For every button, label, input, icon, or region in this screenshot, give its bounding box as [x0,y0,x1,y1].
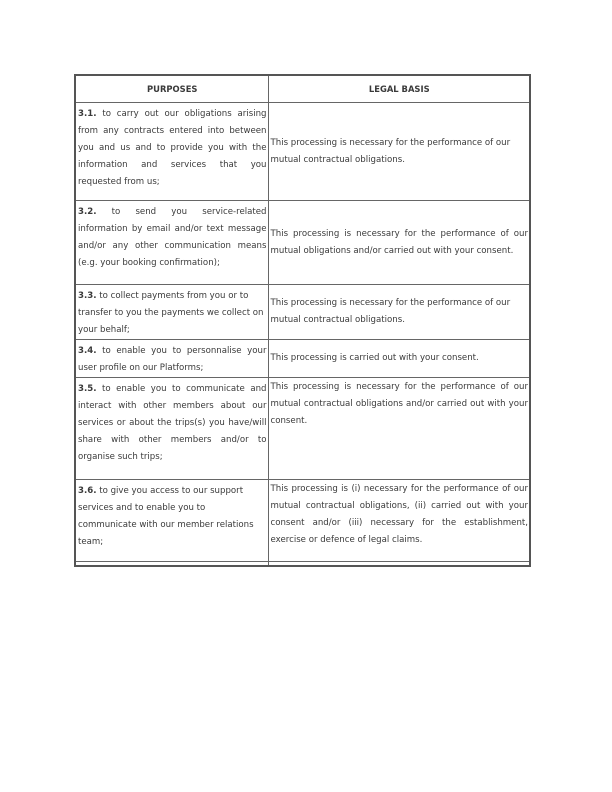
legal-basis-cell: This processing is necessary for the performance of our mutual obligations and/or carried out with your consent. [268,201,530,285]
purpose-number: 3.6. [78,486,97,496]
table-row [75,285,530,340]
table-row [75,480,530,562]
purpose-cell [75,285,268,340]
legal-basis-cell: This processing is necessary for the performance of our mutual contractual obligations. [268,103,530,201]
legal-basis-cell: This processing is necessary for the performance of our mutual contractual obligations. [268,285,530,340]
purpose-cell [75,378,268,480]
table-row [75,201,530,285]
table-row [75,378,530,480]
header-purposes: PURPOSES [75,75,268,103]
purpose-number: 3.4. [78,346,97,356]
purpose-number: 3.1. [78,109,97,119]
purpose-text: to collect payments from you or to transfer to you the payments we collect on your behalf; [78,291,264,335]
purpose-text: to enable you to communicate and interact with other members about our services or about the trips(s) you have/will share with other members and/or to organise such trips; [78,384,267,462]
purpose-cell [75,201,268,285]
spacer-cell [268,562,530,567]
legal-basis-cell: This processing is carried out with your consent. [268,340,530,378]
purpose-cell [75,340,268,378]
purpose-text: to send you service-related information by email and/or text message and/or any other communication means (e.g. your booking confirmation); [78,207,267,268]
legal-basis-cell: This processing is (i) necessary for the performance of our mutual contractual obligations, (ii) carried out with your consent and/or (iii) necessary for the establishment, exercise or defence of legal claims. [268,480,530,562]
legal-basis-cell: This processing is necessary for the performance of our mutual contractual obligations and/or carried out with your consent. [268,378,530,480]
table-header-row [75,75,530,103]
table-bottom-spacer-row [75,562,530,567]
purpose-text: to give you access to our support services and to enable you to communicate with our member relations team; [78,486,254,547]
purpose-number: 3.2. [78,207,97,217]
purposes-legal-basis-table [74,74,531,567]
purpose-text: to enable you to personnalise your user profile on our Platforms; [78,346,267,373]
purpose-number: 3.3. [78,291,97,301]
table-row [75,103,530,201]
purpose-cell [75,480,268,562]
spacer-cell [75,562,268,567]
header-legal-basis: LEGAL BASIS [268,75,530,103]
purpose-number: 3.5. [78,384,97,394]
table-row [75,340,530,378]
purpose-cell [75,103,268,201]
purpose-text: to carry out our obligations arising from any contracts entered into between you and us and to provide you with the information and services that you requested from us; [78,109,267,187]
